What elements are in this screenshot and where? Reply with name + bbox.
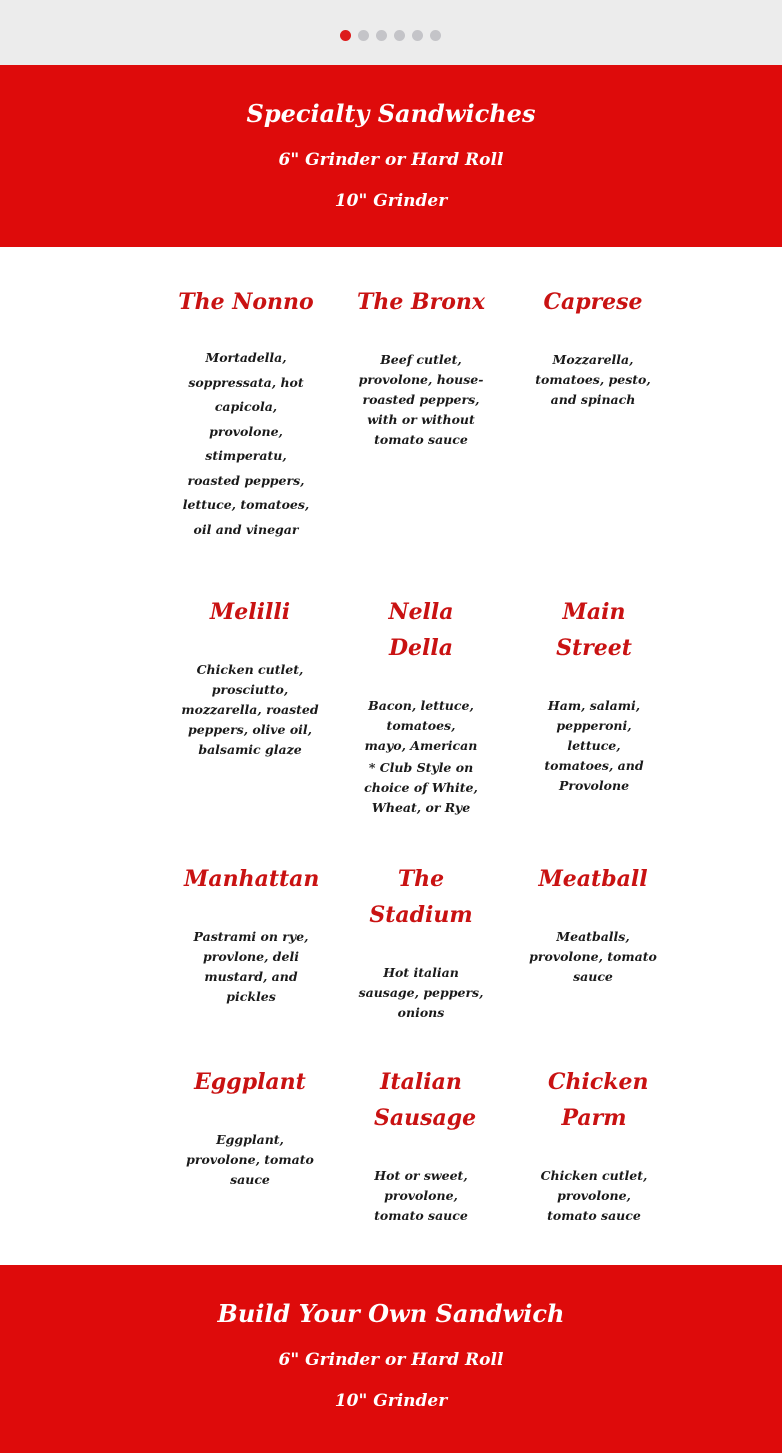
build-size-large: 10" Grinder [334, 1391, 448, 1411]
carousel-pagination [0, 0, 782, 65]
item-description: Eggplant, provolone, tomato sauce [186, 1132, 314, 1187]
build-your-own-banner [0, 1265, 782, 1453]
menu-item-nonno [178, 284, 314, 542]
item-description: Hot italian sausage, peppers, onions [358, 965, 484, 1020]
item-name: The Nonno [178, 289, 314, 315]
item-description: Chicken cutlet, provolone, tomato sauce [540, 1168, 648, 1223]
item-description: Beef cutlet, provolone, house-roasted peppers, with or without tomato sauce [358, 352, 484, 447]
menu-item-stadium [350, 861, 492, 1023]
menu-item-meatball [524, 861, 662, 987]
item-note: * Club Style on choice of White, Wheat, or Rye [364, 760, 478, 815]
specialty-size-small: 6" Grinder or Hard Roll [278, 150, 504, 170]
item-name: Melilli [209, 599, 291, 625]
item-name: Main Street [556, 599, 632, 661]
menu-item-italian-sausage [356, 1064, 486, 1226]
carousel-dot-4[interactable] [394, 30, 405, 41]
build-your-own-title: Build Your Own Sandwich [217, 1299, 565, 1328]
item-description: Mozzarella, tomatoes, pesto, and spinach [535, 352, 651, 407]
item-name: Nella Della [388, 599, 454, 661]
menu-item-manhattan [184, 861, 318, 1007]
specialty-title: Specialty Sandwiches [246, 99, 536, 128]
menu-item-nella-della [356, 594, 486, 818]
carousel-dot-3[interactable] [376, 30, 387, 41]
item-description: Mortadella, soppressata, hot capicola, provolone, stimperatu, roasted peppers, lettuce, tomatoes, oil and vinegar [182, 350, 310, 537]
specialty-size-large: 10" Grinder [334, 191, 448, 211]
carousel-dot-2[interactable] [358, 30, 369, 41]
item-name: Italian Sausage [374, 1069, 477, 1131]
item-name: Caprese [543, 289, 643, 315]
item-name: The Stadium [369, 866, 473, 928]
item-name: Manhattan [184, 866, 320, 892]
item-description: Pastrami on rye, provlone, deli mustard, and pickles [193, 929, 309, 1004]
item-description: Ham, salami, pepperoni, lettuce, tomatoes, and Provolone [544, 698, 644, 793]
item-description: Hot or sweet, provolone, tomato sauce [374, 1168, 468, 1223]
menu-item-chicken-parm [530, 1064, 658, 1226]
item-name: Chicken Parm [548, 1069, 649, 1131]
carousel-dot-1[interactable] [340, 30, 351, 41]
item-description: Chicken cutlet, prosciutto, mozzarella, roasted peppers, olive oil, balsamic glaze [181, 662, 319, 757]
specialty-sandwiches-banner [0, 65, 782, 247]
build-size-small: 6" Grinder or Hard Roll [278, 1350, 504, 1370]
carousel-dot-5[interactable] [412, 30, 423, 41]
menu-item-melilli [180, 594, 320, 760]
carousel-dot-6[interactable] [430, 30, 441, 41]
item-name: The Bronx [357, 289, 485, 315]
item-name: Eggplant [194, 1069, 306, 1095]
menu-item-bronx [352, 284, 490, 450]
menu-item-caprese [524, 284, 662, 410]
menu-item-eggplant [180, 1064, 320, 1190]
item-description: Bacon, lettuce, tomatoes, mayo, American [364, 698, 478, 753]
item-description: Meatballs, provolone, tomato sauce [529, 929, 657, 984]
menu-item-main-street [528, 594, 660, 796]
item-name: Meatball [538, 866, 648, 892]
